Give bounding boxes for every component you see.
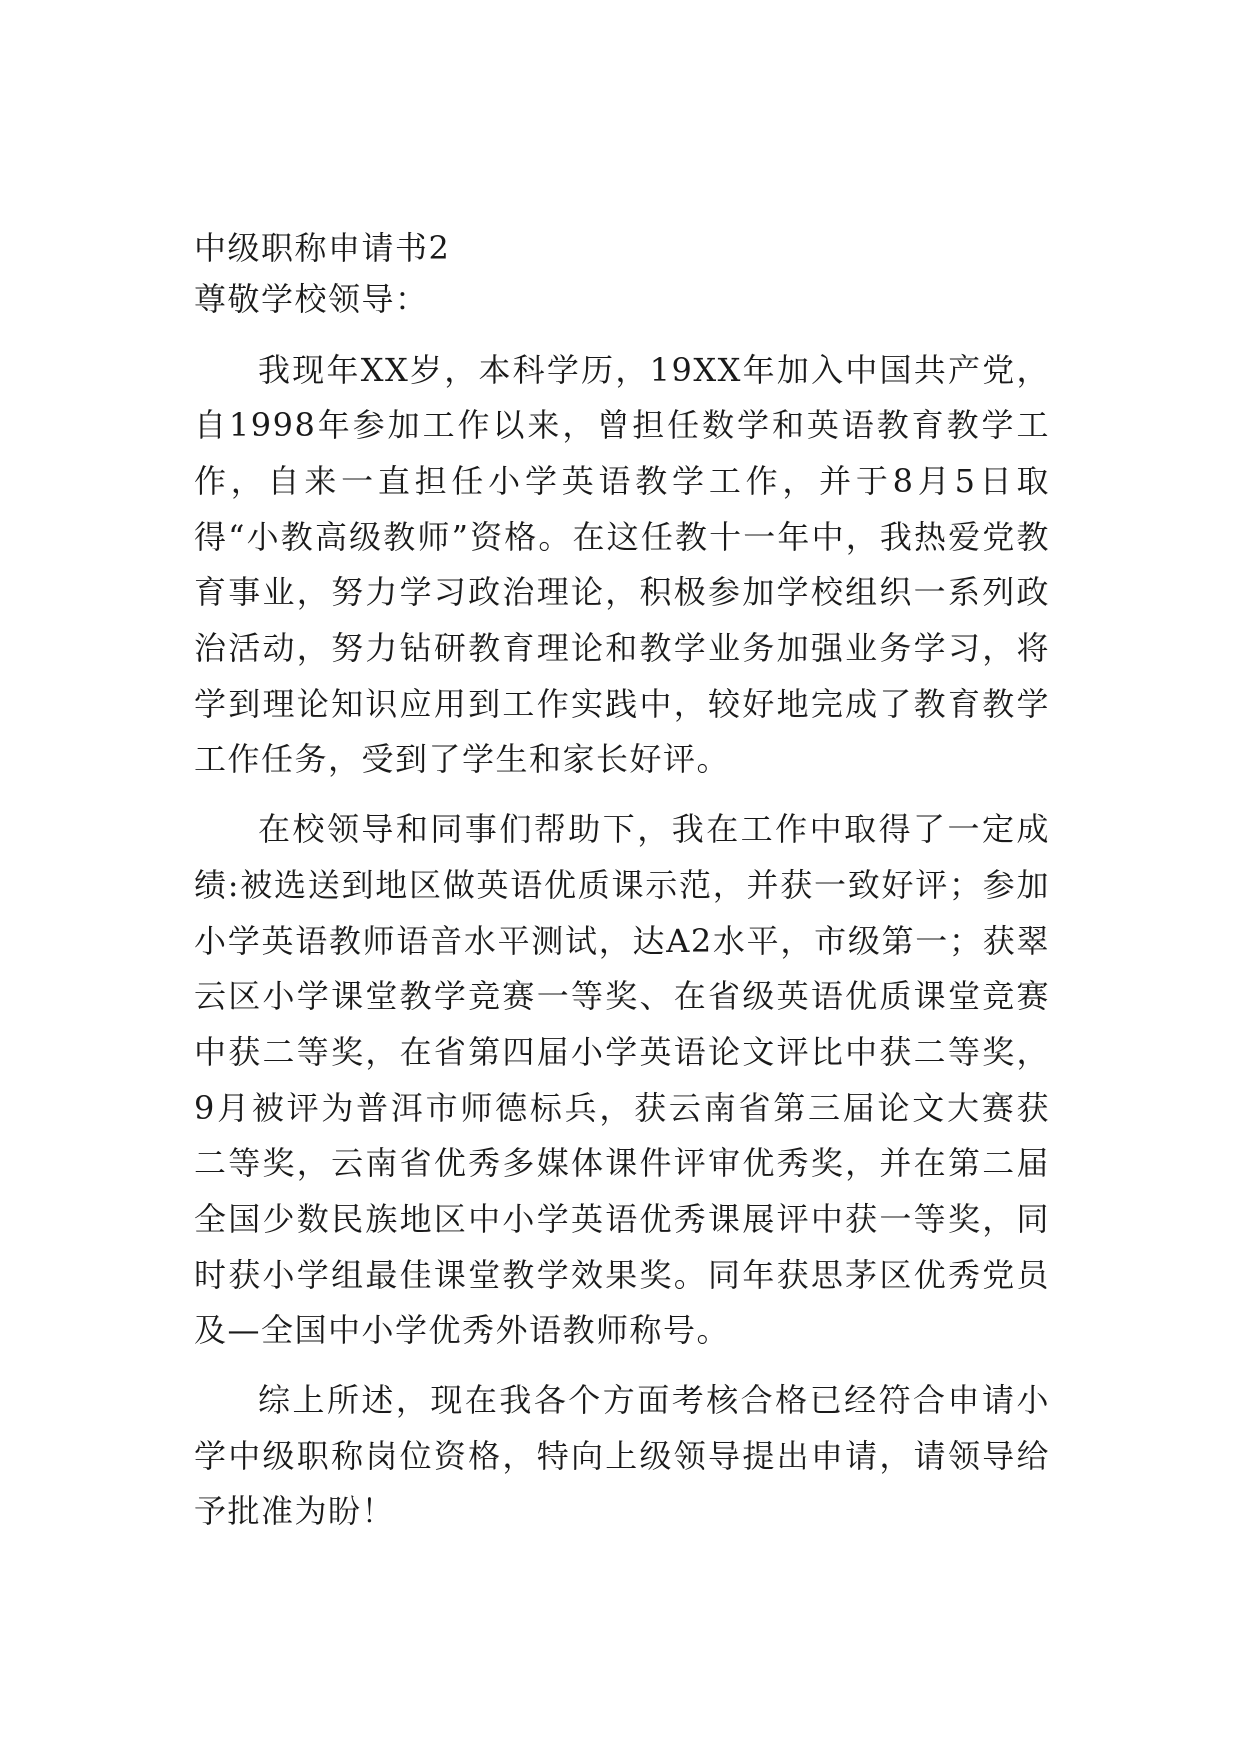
paragraph-achievements: 在校领导和同事们帮助下，我在工作中取得了一定成绩:被选送到地区做英语优质课示范，并获一致好评；参加小学英语教师语音水平测试，达A2水平，市级第一；获翠云区小学课堂教学竞赛一等奖、在省级英语优质课堂竞赛中获二等奖，在省第四届小学英语论文评比中获二等奖，9月被评为普洱市师德标兵，获云南省第三届论文大赛获二等奖，云南省优秀多媒体课件评审优秀奖，并在第二届全国少数民族地区中小学英语优秀课展评中获一等奖，同时获小学组最佳课堂教学效果奖。同年获思茅区优秀党员及—全国中小学优秀外语教师称号。 [194, 810, 1050, 1350]
document-title: 中级职称申请书2 [194, 229, 451, 267]
paragraph-background: 我现年XX岁，本科学历，19XX年加入中国共产党，自1998年参加工作以来，曾担任数学和英语教育教学工作，自来一直担任小学英语教学工作，并于8月5日取得“小教高级教师”资格。在这任教十一年中，我热爱党教育事业，努力学习政治理论，积极参加学校组织一系列政治活动，努力钻研教育理论和教学业务加强业务学习，将学到理论知识应用到工作实践中，较好地完成了教育教学工作任务，受到了学生和家长好评。 [194, 350, 1050, 779]
paragraph-conclusion: 综上所述，现在我各个方面考核合格已经符合申请小学中级职称岗位资格，特向上级领导提出申请，请领导给予批准为盼！ [194, 1380, 1050, 1531]
document-body [194, 224, 1050, 1554]
salutation: 尊敬学校领导： [194, 279, 429, 318]
